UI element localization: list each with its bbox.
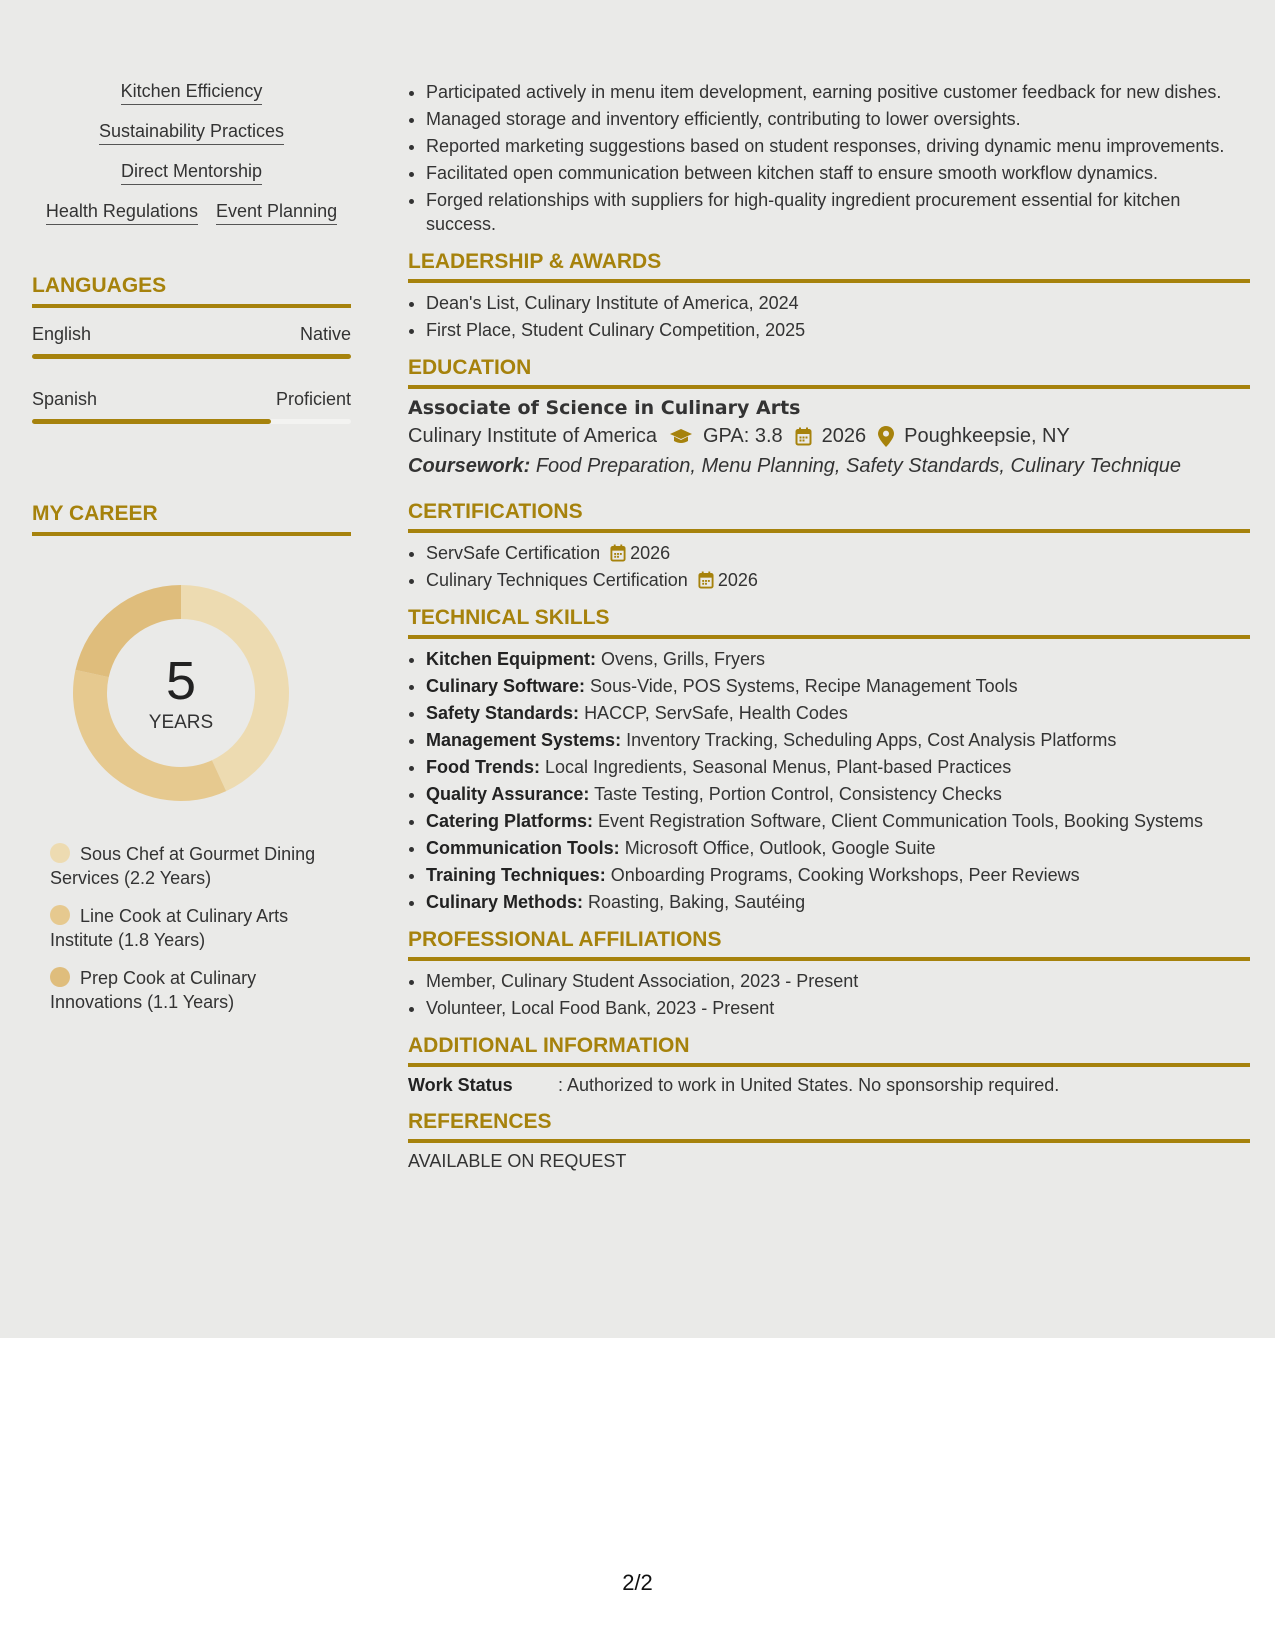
- education-gpa: GPA: 3.8: [703, 425, 783, 447]
- career-legend: [50, 842, 340, 1014]
- language-bar: [32, 354, 351, 359]
- language-spanish: [32, 389, 351, 424]
- list-item: • Culinary Techniques Certification 2026: [426, 568, 1250, 592]
- language-name: Spanish: [32, 389, 98, 409]
- education-year: 2026: [821, 425, 867, 447]
- career-donut-chart: [66, 578, 296, 808]
- career-section: [32, 502, 351, 1014]
- experience-bullets: [408, 80, 1250, 236]
- education-details: [408, 425, 1250, 448]
- language-name: English: [32, 324, 92, 344]
- leadership-list: [408, 291, 1250, 342]
- language-english: [32, 324, 351, 359]
- education-school: Culinary Institute of America: [408, 425, 657, 447]
- education-location: Poughkeepsie, NY: [904, 425, 1070, 447]
- skill-tag: Sustainability Practices: [32, 118, 351, 144]
- list-item: • Training Techniques: Onboarding Programs, Cooking Workshops, Peer Reviews: [426, 863, 1250, 887]
- skill-tag: Kitchen Efficiency: [32, 78, 351, 104]
- map-pin-icon: [878, 426, 894, 447]
- legend-dot-icon: [50, 967, 70, 987]
- affiliations-heading: PROFESSIONAL AFFILIATIONS: [408, 928, 1250, 961]
- list-item: • First Place, Student Culinary Competition, 2025: [426, 318, 1250, 342]
- affiliations-list: [408, 969, 1250, 1020]
- language-level: Proficient: [275, 389, 351, 409]
- list-item: • Safety Standards: HACCP, ServSafe, Health Codes: [426, 701, 1250, 725]
- list-item: • Catering Platforms: Event Registration Software, Client Communication Tools, Booking Systems: [426, 809, 1250, 833]
- list-item: • Volunteer, Local Food Bank, 2023 - Present: [426, 996, 1250, 1020]
- additional-info-heading: ADDITIONAL INFORMATION: [408, 1034, 1250, 1067]
- career-legend-item: Sous Chef at Gourmet Dining Services (2.2 Years): [50, 844, 316, 888]
- calendar-icon: [610, 544, 626, 562]
- list-item: • Member, Culinary Student Association, 2023 - Present: [426, 969, 1250, 993]
- calendar-icon: [698, 571, 714, 589]
- language-level: Native: [299, 324, 351, 344]
- career-heading: MY CAREER: [32, 502, 351, 536]
- legend-dot-icon: [50, 905, 70, 925]
- right-column: [408, 80, 1250, 1172]
- career-unit: YEARS: [148, 712, 214, 733]
- list-item: • Quality Assurance: Taste Testing, Portion Control, Consistency Checks: [426, 782, 1250, 806]
- list-item: • Reported marketing suggestions based on student responses, driving dynamic menu improvements.: [426, 134, 1250, 158]
- leadership-heading: LEADERSHIP & AWARDS: [408, 250, 1250, 283]
- skill-tag: Direct Mentorship: [32, 158, 351, 184]
- legend-dot-icon: [50, 843, 70, 863]
- education-degree: Associate of Science in Culinary Arts: [408, 397, 801, 419]
- left-column: [32, 78, 351, 1028]
- technical-skills-list: [408, 647, 1250, 914]
- work-status: [408, 1075, 1250, 1096]
- education-coursework: Coursework: Food Preparation, Menu Planning, Safety Standards, Culinary Technique: [408, 455, 1182, 477]
- language-bar: [32, 419, 351, 424]
- list-item: • ServSafe Certification 2026: [426, 541, 1250, 565]
- certifications-list: [408, 541, 1250, 592]
- graduation-cap-icon: [669, 428, 693, 446]
- career-legend-item: Line Cook at Culinary Arts Institute (1.8 Years): [50, 906, 289, 950]
- page-number: 2/2: [622, 1570, 653, 1595]
- languages-section: [32, 274, 351, 424]
- soft-skills-list: [32, 78, 351, 224]
- references-text: AVAILABLE ON REQUEST: [408, 1151, 627, 1171]
- list-item: • Communication Tools: Microsoft Office, Outlook, Google Suite: [426, 836, 1250, 860]
- languages-heading: LANGUAGES: [32, 274, 351, 308]
- list-item: • Facilitated open communication between kitchen staff to ensure smooth workflow dynamics.: [426, 161, 1250, 185]
- list-item: • Managed storage and inventory efficiently, contributing to lower oversights.: [426, 107, 1250, 131]
- list-item: • Culinary Methods: Roasting, Baking, Sautéing: [426, 890, 1250, 914]
- work-status-value: : Authorized to work in United States. No sponsorship required.: [558, 1075, 1060, 1095]
- education-heading: EDUCATION: [408, 356, 1250, 389]
- skill-tag: Event Planning: [216, 198, 337, 224]
- list-item: • Management Systems: Inventory Tracking, Scheduling Apps, Cost Analysis Platforms: [426, 728, 1250, 752]
- references-heading: REFERENCES: [408, 1110, 1250, 1143]
- skill-tag: Health Regulations: [46, 198, 198, 224]
- work-status-label: Work Status: [408, 1075, 513, 1095]
- career-legend-item: Prep Cook at Culinary Innovations (1.1 Years): [50, 968, 257, 1012]
- skill-row: [32, 198, 351, 224]
- list-item: • Food Trends: Local Ingredients, Seasonal Menus, Plant-based Practices: [426, 755, 1250, 779]
- list-item: • Participated actively in menu item development, earning positive customer feedback for new dishes.: [426, 80, 1250, 104]
- certifications-heading: CERTIFICATIONS: [408, 500, 1250, 533]
- list-item: • Dean's List, Culinary Institute of America, 2024: [426, 291, 1250, 315]
- list-item: • Kitchen Equipment: Ovens, Grills, Fryers: [426, 647, 1250, 671]
- technical-skills-heading: TECHNICAL SKILLS: [408, 606, 1250, 639]
- list-item: • Culinary Software: Sous-Vide, POS Systems, Recipe Management Tools: [426, 674, 1250, 698]
- career-total-years: 5: [165, 651, 197, 711]
- calendar-icon: [795, 427, 812, 446]
- list-item: • Forged relationships with suppliers for high-quality ingredient procurement essential for kitchen success.: [426, 188, 1250, 236]
